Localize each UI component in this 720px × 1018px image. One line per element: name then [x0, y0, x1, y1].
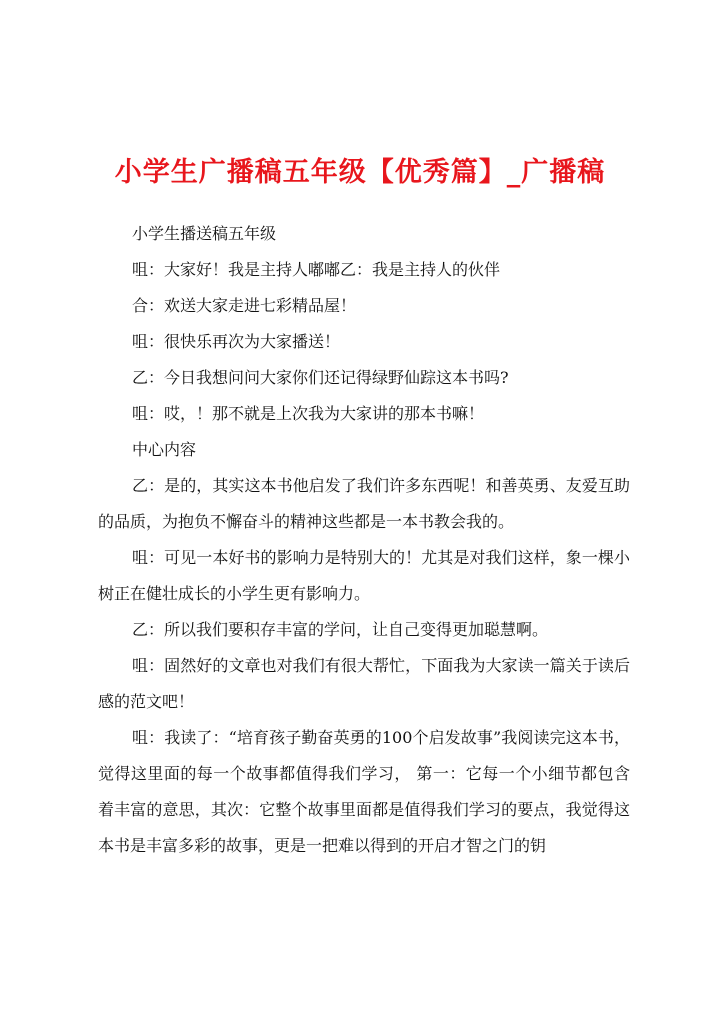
paragraph: 合：欢送大家走进七彩精品屋！ — [132, 296, 357, 315]
section-heading: 中心内容 — [132, 440, 197, 459]
paragraph: 乙：今日我想问问大家你们还记得绿野仙踪这本书吗? — [132, 368, 509, 387]
document-body — [98, 216, 630, 864]
paragraph: 咀：大家好！我是主持人嘟嘟乙：我是主持人的伙伴 — [132, 260, 501, 279]
paragraph: 咀：可见一本好书的影响力是特别大的！尤其是对我们这样，象一棵小树正在健壮成长的小学生更有影响力。 — [98, 548, 630, 603]
paragraph: 咀：很快乐再次为大家播送！ — [132, 332, 341, 351]
paragraph: 小学生播送稿五年级 — [132, 224, 277, 243]
document-title: 小学生广播稿五年级【优秀篇】_广播稿 — [114, 157, 606, 188]
paragraph: 咀：我读了：“培育孩子勤奋英勇的100个启发故事”我阅读完这本书，觉得这里面的每一个故事都值得我们学习， 第一：它每一个小细节都包含着丰富的意思，其次：它整个故事里面都是值得我们学习的要点，我觉得这本书是丰富多彩的故事，更是一把难以得到的开启才智之门的钥 — [98, 728, 630, 855]
paragraph: 乙：所以我们要积存丰富的学问，让自己变得更加聪慧啊。 — [132, 620, 549, 639]
paragraph: 咀：固然好的文章也对我们有很大帮忙，下面我为大家读一篇关于读后感的范文吧！ — [98, 656, 630, 711]
paragraph: 乙：是的，其实这本书他启发了我们许多东西呢！和善英勇、友爱互助的品质，为抱负不懈奋斗的精神这些都是一本书教会我的。 — [98, 476, 630, 531]
paragraph: 咀：哎，！那不就是上次我为大家讲的那本书嘛！ — [132, 404, 485, 423]
